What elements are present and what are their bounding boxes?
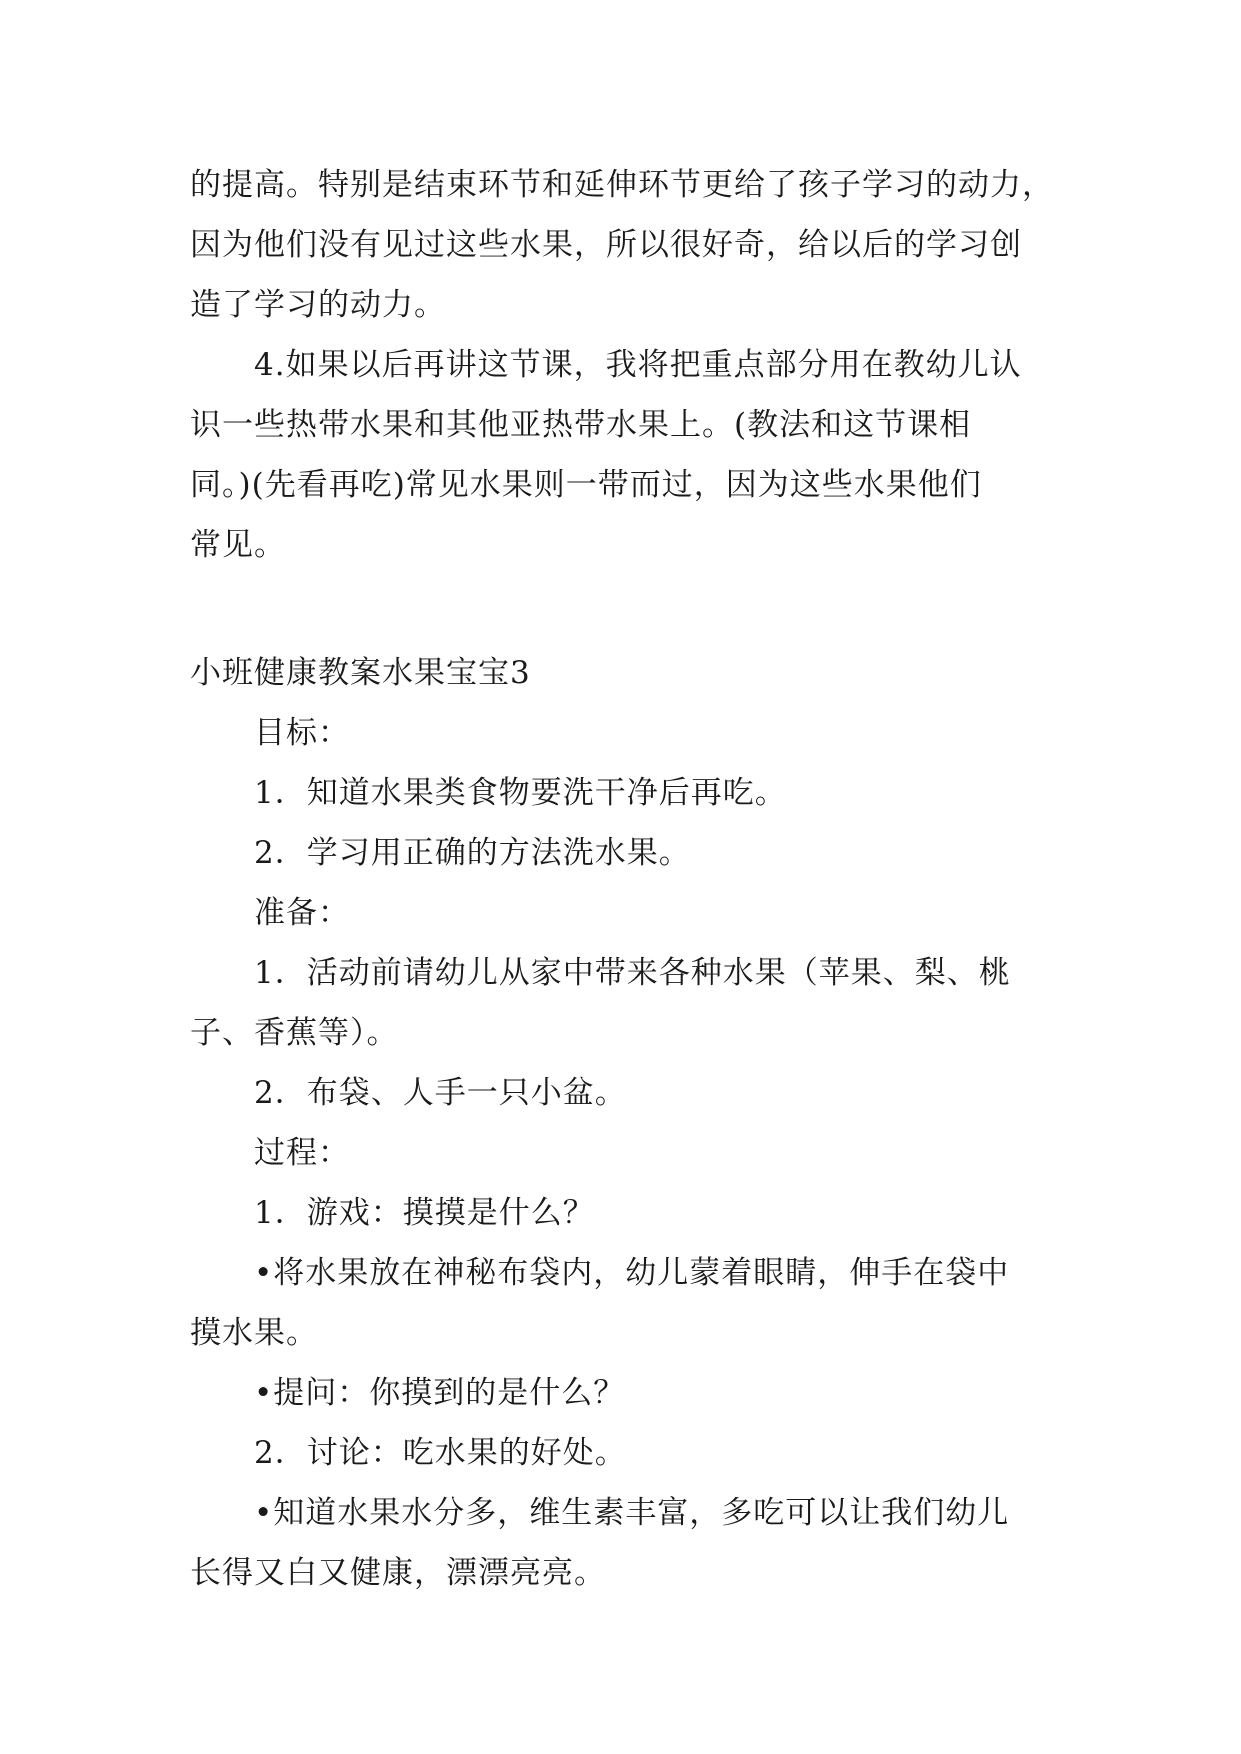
paragraph-line: 4.如果以后再讲这节课，我将把重点部分用在教幼儿认	[254, 347, 1022, 383]
subheading: 准备：	[254, 895, 350, 931]
paragraph-line: 常见。	[190, 527, 286, 563]
bullet-item: •将水果放在神秘布袋内，幼儿蒙着眼睛，伸手在袋中	[254, 1255, 1010, 1291]
paragraph-line: 造了学习的动力。	[190, 287, 446, 323]
subheading: 过程：	[254, 1135, 350, 1171]
subheading: 目标：	[254, 715, 350, 751]
paragraph-line: 的提高。特别是结束环节和延伸环节更给了孩子学习的动力，	[190, 167, 1054, 203]
list-item: 2．学习用正确的方法洗水果。	[254, 835, 691, 871]
bullet-item: •提问：你摸到的是什么？	[254, 1375, 626, 1411]
paragraph-line: 识一些热带水果和其他亚热带水果上。(教法和这节课相	[190, 407, 972, 443]
list-item-continuation: 子、香蕉等）。	[190, 1015, 399, 1051]
section-title: 小班健康教案水果宝宝3	[190, 655, 531, 691]
bullet-item-continuation: 摸水果。	[190, 1315, 318, 1351]
section-gap	[190, 575, 1070, 643]
list-item: 2．布袋、人手一只小盆。	[254, 1075, 627, 1111]
list-item: 1．活动前请幼儿从家中带来各种水果（苹果、梨、桃	[254, 955, 1011, 991]
list-item: 2．讨论：吃水果的好处。	[254, 1435, 627, 1471]
paragraph-line: 因为他们没有见过这些水果，所以很好奇，给以后的学习创	[190, 227, 1022, 263]
paragraph-line: 同。)(先看再吃)常见水果则一带而过，因为这些水果他们	[190, 467, 982, 503]
document-body	[190, 155, 1070, 1603]
list-item: 1．知道水果类食物要洗干净后再吃。	[254, 775, 787, 811]
bullet-item-continuation: 长得又白又健康，漂漂亮亮。	[190, 1555, 606, 1591]
list-item: 1．游戏：摸摸是什么？	[254, 1195, 595, 1231]
bullet-item: •知道水果水分多，维生素丰富，多吃可以让我们幼儿	[254, 1495, 1010, 1531]
